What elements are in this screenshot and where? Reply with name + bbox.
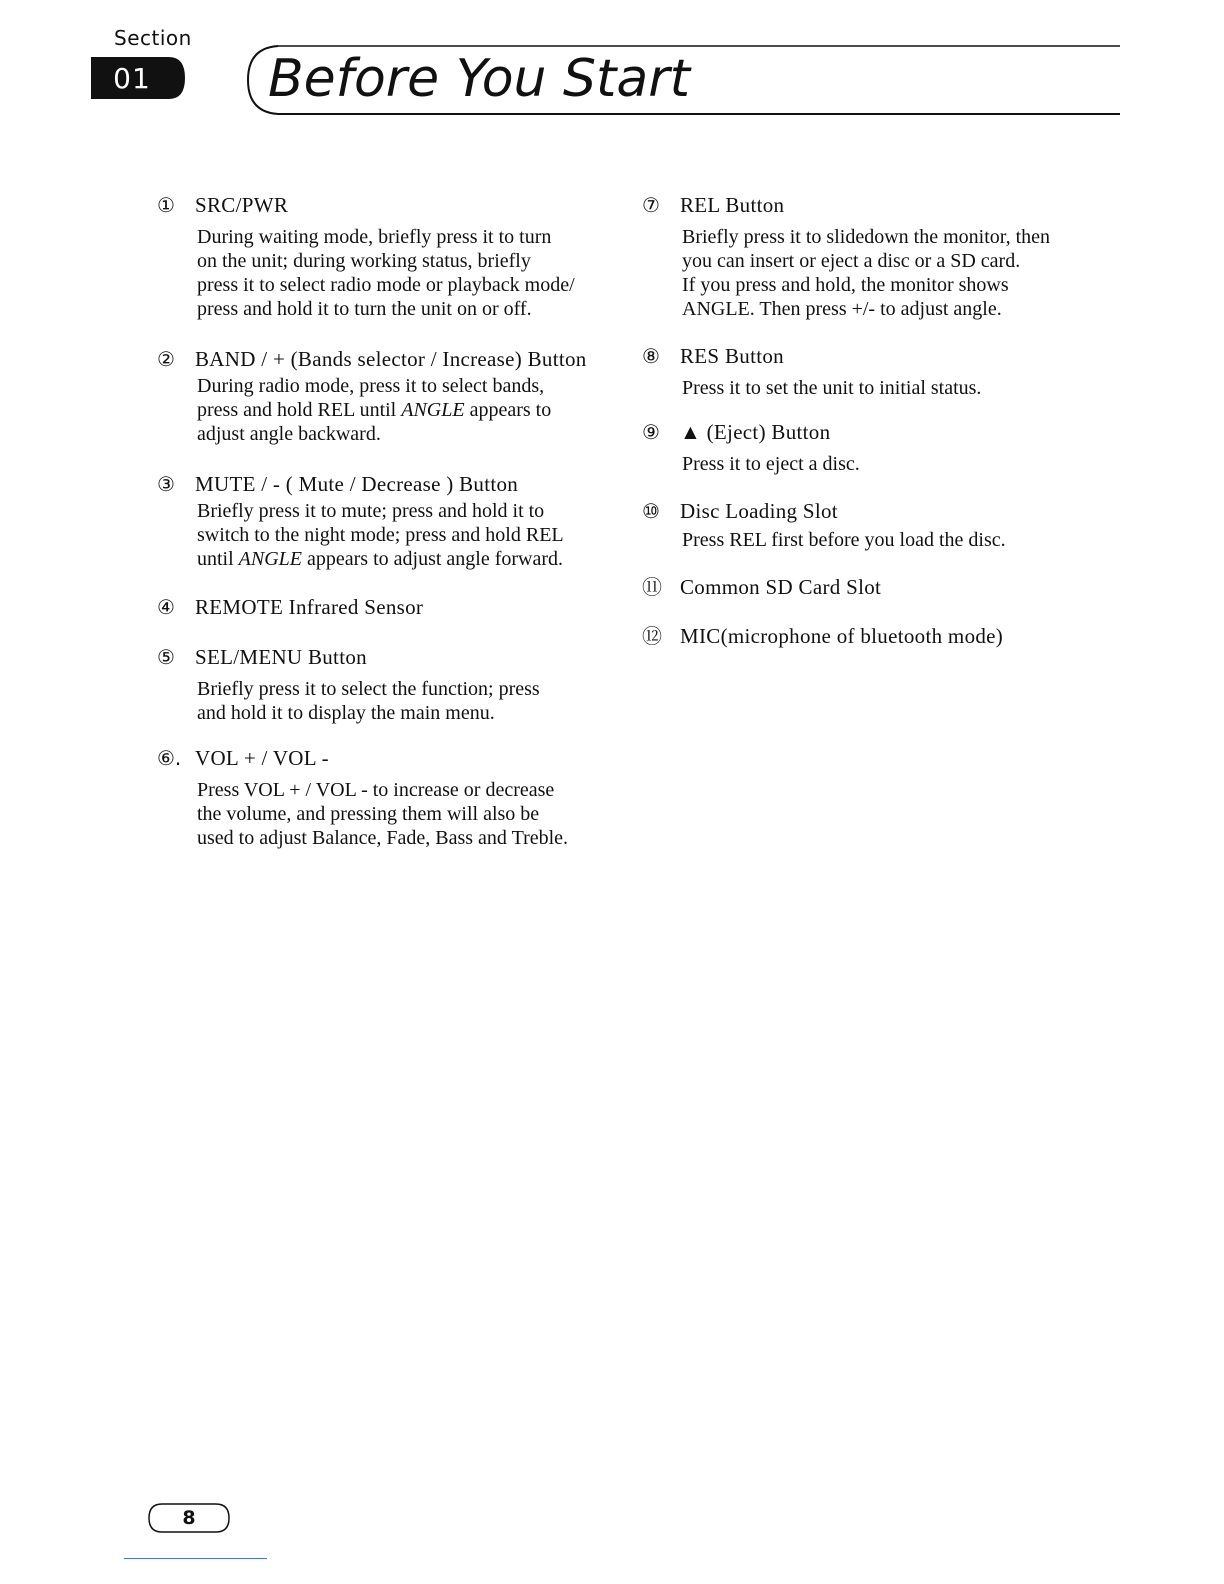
description-line: During waiting mode, briefly press it to turn (197, 226, 552, 248)
description-line: used to adjust Balance, Fade, Bass and Treble. (197, 827, 569, 849)
page-number: 8 (182, 1507, 196, 1529)
item-eject (642, 420, 1102, 499)
item-number: ⑦ (642, 193, 660, 217)
page-number-badge (148, 1503, 230, 1533)
item-volume (157, 746, 627, 850)
description-line: ANGLE. Then press +/- to adjust angle. (682, 298, 1002, 320)
item-number: ① (157, 193, 175, 217)
item-title: SEL/MENU Button (195, 645, 367, 669)
item-description (197, 677, 627, 725)
description-line: until ANGLE appears to adjust angle forward. (197, 548, 564, 570)
item-title: Common SD Card Slot (680, 575, 882, 599)
item-src-pwr (157, 193, 627, 347)
item-sd-slot (642, 575, 1102, 624)
description-line: Press it to set the unit to initial status. (682, 377, 982, 399)
item-band (157, 347, 627, 472)
item-title: ▲ (Eject) Button (680, 420, 831, 444)
description-line: Press VOL + / VOL - to increase or decrease (197, 779, 555, 801)
item-number: ⑤ (157, 645, 175, 669)
item-description (682, 225, 1102, 321)
page-title: Before You Start (268, 49, 691, 109)
item-title: MIC(microphone of bluetooth mode) (680, 624, 1004, 648)
item-title: Disc Loading Slot (680, 499, 838, 523)
right-column (642, 193, 1102, 648)
item-description (197, 225, 627, 321)
description-line: and hold it to display the main menu. (197, 702, 495, 724)
section-label: Section (114, 26, 192, 50)
item-title: RES Button (680, 344, 784, 368)
item-number: ⑫ (642, 624, 662, 648)
description-line: on the unit; during working status, briefly (197, 250, 531, 272)
item-res (642, 344, 1102, 420)
item-number: ⑧ (642, 344, 660, 368)
item-number: ⑪ (642, 575, 662, 599)
item-title: MUTE / - ( Mute / Decrease ) Button (195, 472, 519, 496)
description-line: switch to the night mode; press and hold REL (197, 524, 564, 546)
description-line: Briefly press it to slidedown the monitor, then (682, 226, 1051, 248)
item-title: BAND / + (Bands selector / Increase) Button (195, 347, 587, 371)
item-number: ⑨ (642, 420, 660, 444)
description-line: press and hold REL until ANGLE appears to (197, 399, 552, 421)
item-description (682, 528, 1102, 552)
item-title: SRC/PWR (195, 193, 289, 217)
description-line: press it to select radio mode or playback mode/ (197, 274, 575, 296)
item-rel (642, 193, 1102, 344)
item-title: REMOTE Infrared Sensor (195, 595, 424, 619)
section-number: 01 (113, 61, 151, 95)
item-sel-menu (157, 645, 627, 746)
description-line: press and hold it to turn the unit on or off. (197, 298, 532, 320)
item-title: REL Button (680, 193, 785, 217)
item-number: ⑥. (157, 746, 182, 770)
item-mic (642, 624, 1102, 648)
footer-rule (124, 1558, 267, 1559)
item-mute (157, 472, 627, 595)
item-description (197, 778, 627, 850)
description-line: Briefly press it to mute; press and hold it to (197, 500, 545, 522)
item-description (197, 374, 627, 446)
item-number: ⑩ (642, 499, 660, 523)
item-description (197, 499, 627, 571)
description-line: Press it to eject a disc. (682, 453, 860, 475)
description-line: adjust angle backward. (197, 423, 381, 445)
item-title: VOL + / VOL - (195, 746, 329, 770)
item-disc-slot (642, 499, 1102, 575)
description-line: If you press and hold, the monitor shows (682, 274, 1009, 296)
description-line: During radio mode, press it to select bands, (197, 375, 545, 397)
title-frame (244, 44, 1120, 116)
item-description (682, 376, 1102, 400)
section-number-badge (91, 57, 185, 99)
description-line: you can insert or eject a disc or a SD card. (682, 250, 1021, 272)
left-column (157, 193, 627, 850)
description-line: Briefly press it to select the function; press (197, 678, 540, 700)
description-line: the volume, and pressing them will also be (197, 803, 540, 825)
item-description (682, 452, 1102, 476)
description-line: Press REL first before you load the disc. (682, 529, 1006, 551)
item-number: ④ (157, 595, 175, 619)
item-number: ② (157, 347, 175, 371)
item-number: ③ (157, 472, 175, 496)
item-remote-sensor (157, 595, 627, 645)
